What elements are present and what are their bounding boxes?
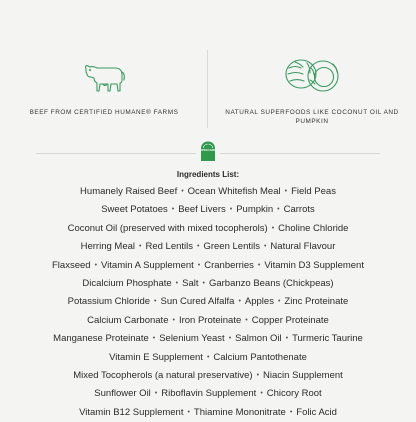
feature-label-beef: BEEF FROM CERTIFIED HUMANE® FARMS [29,109,179,116]
bullet-separator: • [154,298,157,306]
ingredient-item: Potassium Chloride [67,296,151,308]
ingredient-item: Vitamin E Supplement [109,351,203,363]
separator-rule-right [220,153,380,154]
ingredients-title: Ingredients List: [176,170,240,179]
coconut-pumpkin-icon [283,54,341,94]
ingredient-line [30,367,386,385]
cow-icon [81,60,127,94]
ingredient-item: Chicory Root [266,388,322,400]
ingredient-item: Mixed Tocopherols (a natural preservative) [73,369,253,381]
ingredient-item: Riboflavin Supplement [161,388,257,400]
ingredient-line [30,404,386,422]
ingredient-item: Vitamin A Supplement [101,259,194,271]
bullet-separator: • [257,261,261,269]
ingredient-item: Manganese Proteinate [53,333,149,345]
ingredient-item: Ocean Whitefish Meal [187,186,281,197]
ingredient-item: Thiamine Mononitrate [193,406,286,418]
bullet-separator: • [197,243,200,251]
ingredient-line [30,257,386,275]
bullet-separator: • [152,335,156,343]
ingredient-item: Vitamin D3 Supplement [264,259,364,271]
ingredient-item: Niacin Supplement [263,369,343,381]
bullet-separator: • [171,206,175,214]
ingredient-item: Sun Cured Alfalfa [160,296,235,308]
ingredient-line [30,312,386,330]
ingredient-line [30,201,386,219]
ingredient-item: Copper Proteinate [251,314,329,326]
ingredient-item: Dicalcium Phosphate [82,277,172,289]
ingredient-item: Red Lentils [145,241,193,253]
bullet-separator: • [154,390,158,398]
ingredient-item: Green Lentils [203,241,260,253]
ingredient-line [30,293,386,311]
ingredient-item: Selenium Yeast [159,333,225,345]
ingredient-line [30,349,386,367]
ingredient-item: Apples [244,296,274,308]
bullet-separator: • [277,206,280,214]
ingredient-item: Vitamin B12 Supplement [79,406,184,418]
ingredient-item: Flaxseed [52,259,91,271]
feature-label-superfoods: NATURAL SUPERFOODS LIKE COCONUT OIL AND PUMPKIN [225,109,399,125]
open-farm-logo [200,141,216,161]
ingredient-line [30,238,386,256]
ingredient-item: Iron Proteinate [178,314,242,326]
ingredient-item: Folic Acid [296,406,337,418]
bullet-separator: • [260,390,263,398]
ingredient-item: Zinc Proteinate [284,296,349,308]
bullet-separator: • [256,371,260,379]
bullet-separator: • [181,188,184,195]
ingredients-list [30,183,386,422]
bullet-separator: • [139,243,142,251]
separator-rule-left [36,153,196,154]
ingredient-item: Humanely Raised Beef [80,186,178,197]
ingredient-item: Turmeric Taurine [292,333,363,345]
ingredient-line [30,220,386,238]
bullet-separator: • [175,279,179,287]
ingredient-item: Pumpkin [236,204,274,216]
ingredient-item: Choline Chloride [278,222,349,234]
ingredient-item: Sweet Potatoes [101,204,168,216]
ingredient-item: Herring Meal [80,241,136,253]
bullet-separator: • [228,335,232,343]
bullet-separator: • [284,188,288,195]
bullet-separator: • [238,298,241,306]
bullet-separator: • [263,243,267,251]
ingredient-item: Garbanzo Beans (Chickpeas) [208,277,334,289]
bullet-separator: • [202,279,205,287]
ingredient-line [30,330,386,348]
feature-humane-beef [0,52,208,117]
ingredient-item: Calcium Carbonate [87,314,169,326]
ingredient-item: Natural Flavour [270,241,336,253]
ingredient-item: Carrots [283,204,315,216]
bullet-separator: • [271,224,275,232]
ingredient-item: Field Peas [291,186,336,197]
ingredient-item: Calcium Pantothenate [213,351,307,363]
ingredient-item: Salmon Oil [235,333,282,345]
ingredient-item: Cranberries [204,259,254,271]
bullet-separator: • [245,316,248,324]
bullet-separator: • [172,316,175,324]
bullet-separator: • [229,206,233,214]
bullet-separator: • [197,261,201,269]
bullet-separator: • [206,353,210,361]
bullet-separator: • [187,408,190,416]
feature-superfoods [208,52,416,126]
ingredient-item: Salt [182,277,199,289]
bullet-separator: • [94,261,98,269]
ingredient-line [30,275,386,293]
bullet-separator: • [277,298,281,306]
ingredient-item: Coconut Oil (preserved with mixed tocopherols) [67,222,268,234]
bullet-separator: • [285,335,289,343]
feature-section [0,0,416,140]
ingredient-item: Beef Livers [178,204,226,216]
ingredient-line [30,183,386,201]
ingredient-line [30,385,386,403]
bullet-separator: • [289,408,293,416]
badge-text: OPEN FARM [200,149,216,152]
ingredient-item: Sunflower Oil [94,388,151,400]
